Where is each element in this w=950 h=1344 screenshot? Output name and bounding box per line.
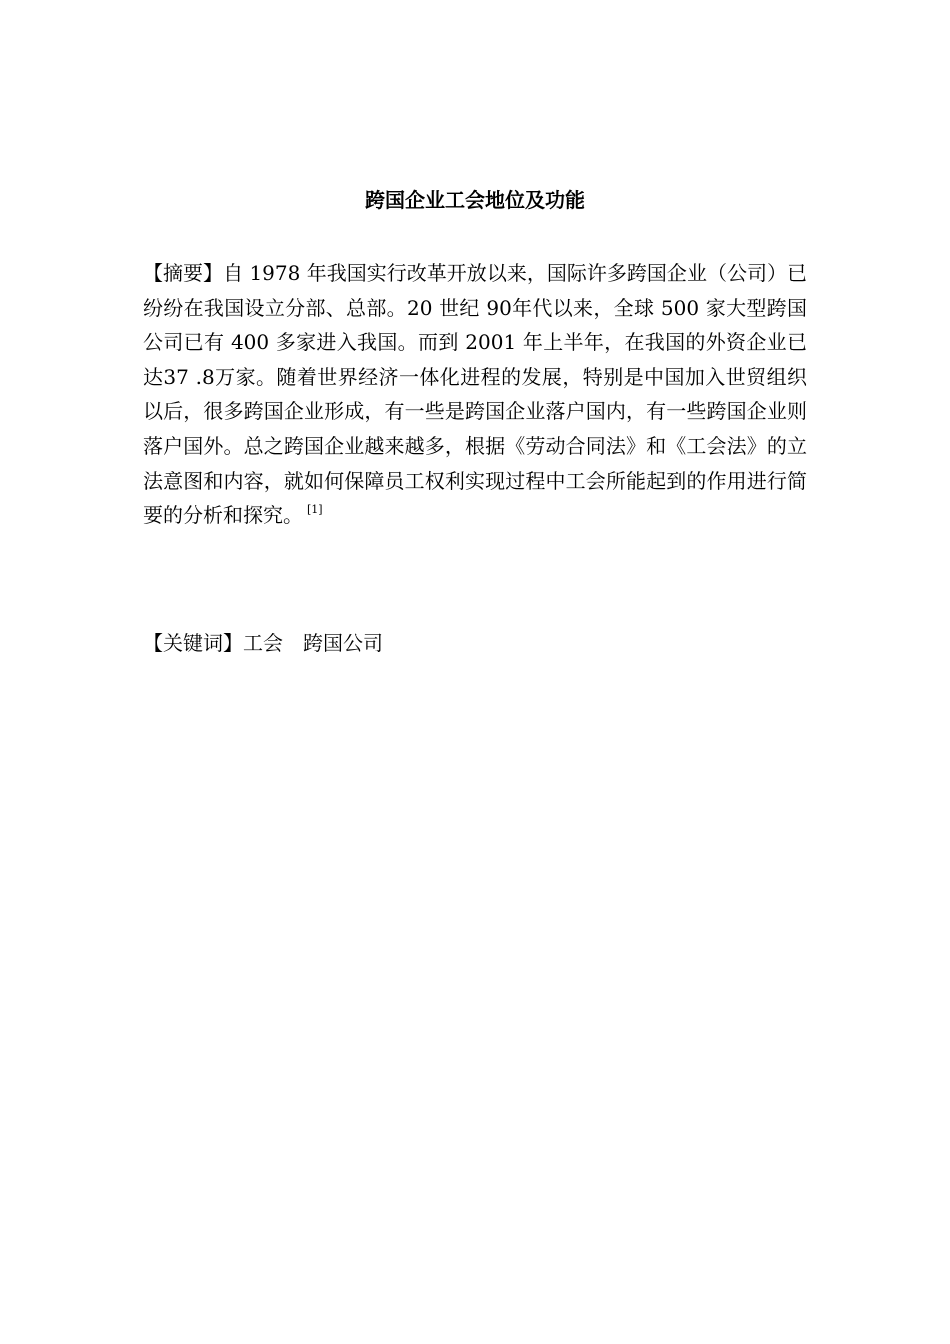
- abstract-label: 【摘要】: [143, 261, 224, 285]
- keywords-list: 工会 跨国公司: [243, 631, 383, 655]
- document-title: 跨国企业工会地位及功能: [365, 188, 585, 212]
- abstract-paragraph: [143, 256, 807, 533]
- abstract-text: 自 1978 年我国实行改革开放以来，国际许多跨国企业（公司）已纷纷在我国设立分部、总部。20 世纪 90年代以来，全球 500 家大型跨国公司已有 400 多家进入我国。而到 2001 年上半年，在我国的外资企业已达37 .8万家。随着世界经济一体化进程的发展，特别是中国加入世贸组织以后，很多跨国企业形成，有一些是跨国企业落户国内，有一些跨国企业则落户国外。总之跨国企业越来越多，根据《劳动合同法》和《工会法》的立法意图和内容，就如何保障员工权利实现过程中工会所能起到的作用进行简要的分析和探究。: [143, 261, 808, 528]
- citation-reference: [1]: [307, 503, 323, 517]
- keywords-label: 【关键词】: [143, 631, 243, 655]
- keywords-paragraph: [143, 626, 807, 660]
